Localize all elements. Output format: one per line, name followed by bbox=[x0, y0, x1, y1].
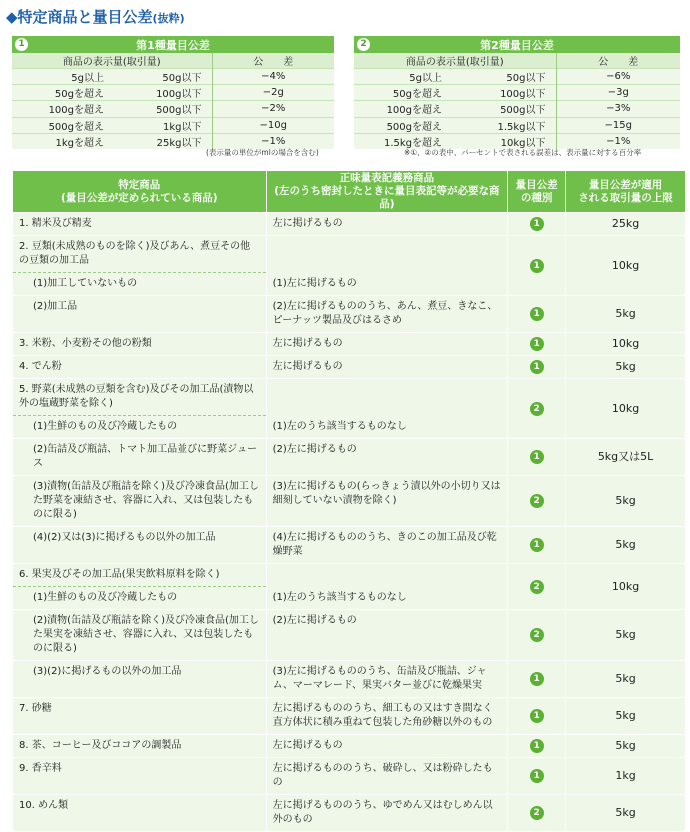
table-row bbox=[13, 610, 686, 661]
product-text: (2)漬物(缶詰及び瓶詰を除く)及び冷凍食品(加工した果実を凍結させ、容器に入れ、又は包装したものに限る) bbox=[33, 615, 259, 654]
tolerance-kind-badge: 1 bbox=[530, 337, 544, 351]
header-limit-sub: される取引量の上限 bbox=[578, 191, 673, 204]
kind-cell bbox=[508, 236, 566, 296]
product-cell bbox=[13, 587, 267, 610]
col-tolerance-header: 公 差 bbox=[212, 53, 334, 69]
table-row bbox=[13, 758, 686, 795]
net-cell: 左に掲げるもの bbox=[266, 735, 508, 758]
limit-cell: 5kg bbox=[566, 476, 686, 527]
net-cell: (3)左に掲げるもののうち、缶詰及び瓶詰、ジャム、マーマレード、果実バター並びに乾燥果実 bbox=[266, 661, 508, 698]
product-cell bbox=[13, 273, 267, 296]
table-header-row bbox=[13, 171, 686, 213]
kind-cell bbox=[508, 735, 566, 758]
net-cell: (3)左に掲げるもの(らっきょう漬以外の小切り又は細刻していない漬物を除く) bbox=[266, 476, 508, 527]
product-text: (1)生鮮のもの及び冷蔵したもの bbox=[33, 421, 178, 432]
table-row bbox=[13, 795, 686, 832]
net-cell bbox=[266, 236, 508, 296]
tolerance-value: −3g bbox=[556, 85, 680, 101]
kind-cell bbox=[508, 333, 566, 356]
tolerance-table-1 bbox=[12, 36, 334, 149]
product-text: (1)加工していないもの bbox=[33, 278, 138, 289]
limit-cell: 25kg bbox=[566, 213, 686, 236]
amount-from: 5g以上 bbox=[354, 69, 446, 85]
net-cell: (2)左に掲げるもの bbox=[266, 610, 508, 661]
tolerance-1-heading-text: 第1種量目公差 bbox=[136, 38, 210, 52]
table-row bbox=[13, 661, 686, 698]
product-text: (2)加工品 bbox=[33, 301, 78, 312]
amount-from: 50gを超え bbox=[12, 85, 108, 101]
table-row bbox=[13, 296, 686, 333]
header-limit-text: 量目公差が適用 bbox=[588, 178, 663, 191]
net-cell: 左に掲げるもの bbox=[266, 213, 508, 236]
product-cell: 6. 果実及びその加工品(果実飲料原料を除く) bbox=[13, 564, 267, 587]
product-cell: 9. 香辛料 bbox=[13, 758, 267, 795]
tolerance-kind-badge: 1 bbox=[530, 709, 544, 723]
tolerance-2-heading-text: 第2種量目公差 bbox=[480, 38, 554, 52]
limit-cell: 5kg bbox=[566, 795, 686, 832]
product-cell: 3. 米粉、小麦粉その他の粉類 bbox=[13, 333, 267, 356]
table-row bbox=[13, 735, 686, 758]
net-cell bbox=[266, 564, 508, 610]
product-cell bbox=[13, 296, 267, 333]
product-cell: 8. 茶、コーヒー及びココアの調製品 bbox=[13, 735, 267, 758]
kind-cell bbox=[508, 527, 566, 564]
product-cell bbox=[13, 661, 267, 698]
table-row bbox=[13, 476, 686, 527]
product-text: (1)生鮮のもの及び冷蔵したもの bbox=[33, 592, 178, 603]
kind-cell bbox=[508, 439, 566, 476]
amount-to: 50g以下 bbox=[108, 69, 212, 85]
header-kind bbox=[508, 171, 566, 213]
amount-from: 100gを超え bbox=[354, 101, 446, 117]
kind-cell bbox=[508, 698, 566, 735]
title-text: ◆特定商品と量目公差 bbox=[6, 8, 153, 26]
limit-cell: 10kg bbox=[566, 236, 686, 296]
tolerance-value: −10g bbox=[212, 117, 334, 133]
tolerance-value: −2% bbox=[212, 101, 334, 117]
net-cell: (2)左に掲げるもの bbox=[266, 439, 508, 476]
tolerance-kind-badge: 1 bbox=[530, 769, 544, 783]
product-text: (3)漬物(缶詰及び瓶詰を除く)及び冷凍食品(加工した野菜を凍結させ、容器に入れ、又は包装したものに限る) bbox=[33, 481, 259, 520]
title-sub: (抜粋) bbox=[152, 12, 185, 25]
tolerance-2-note: ※①、②の表中、パーセントで表される誤差は、表示量に対する百分率 bbox=[404, 148, 642, 157]
amount-from: 1.5kgを超え bbox=[354, 133, 446, 149]
col-amount-header: 商品の表示量(取引量) bbox=[354, 53, 556, 69]
tolerance-kind-badge: 1 bbox=[530, 538, 544, 552]
limit-cell: 10kg bbox=[566, 379, 686, 439]
product-cell bbox=[13, 439, 267, 476]
product-cell bbox=[13, 476, 267, 527]
table-row bbox=[13, 333, 686, 356]
tolerance-kind-badge: 2 bbox=[530, 628, 544, 642]
product-cell: 1. 精米及び精麦 bbox=[13, 213, 267, 236]
table-row bbox=[13, 379, 686, 416]
limit-cell: 5kg bbox=[566, 356, 686, 379]
tolerance-value: −1% bbox=[556, 133, 680, 149]
product-cell bbox=[13, 610, 267, 661]
limit-cell: 5kg bbox=[566, 661, 686, 698]
header-kind-sub: の種別 bbox=[520, 191, 553, 204]
net-text: (1)左のうち該当するものなし bbox=[272, 421, 407, 432]
tolerance-2-heading bbox=[354, 36, 680, 53]
kind-cell bbox=[508, 564, 566, 610]
limit-cell: 10kg bbox=[566, 333, 686, 356]
table-row bbox=[13, 236, 686, 273]
product-cell: 10. めん類 bbox=[13, 795, 267, 832]
products-table bbox=[12, 170, 686, 832]
table-row bbox=[13, 527, 686, 564]
kind-cell bbox=[508, 379, 566, 439]
tolerance-value: −2g bbox=[212, 85, 334, 101]
header-net-text: 正味量表記義務商品 bbox=[339, 172, 435, 184]
tolerance-value: −4% bbox=[212, 69, 334, 85]
tolerance-1-note: (表示量の単位がmlの場合を含む) bbox=[206, 148, 319, 157]
net-cell: 左に掲げるもののうち、ゆでめん又はむしめん以外のもの bbox=[266, 795, 508, 832]
product-text: (4)(2)又は(3)に掲げるもの以外の加工品 bbox=[33, 532, 216, 543]
product-cell bbox=[13, 527, 267, 564]
header-limit bbox=[566, 171, 686, 213]
tolerance-kind-badge: 2 bbox=[530, 806, 544, 820]
net-text: (1)左のうち該当するものなし bbox=[272, 592, 407, 603]
net-cell: 左に掲げるもののうち、破砕し、又は粉砕したもの bbox=[266, 758, 508, 795]
amount-to: 10kg以下 bbox=[446, 133, 556, 149]
amount-to: 25kg以下 bbox=[108, 133, 212, 149]
product-cell bbox=[13, 416, 267, 439]
product-cell: 2. 豆類(未成熟のものを除く)及びあん、煮豆その他の豆類の加工品 bbox=[13, 236, 267, 273]
product-text: (3)(2)に掲げるもの以外の加工品 bbox=[33, 666, 182, 677]
kind-cell bbox=[508, 661, 566, 698]
tolerance-kind-badge: 2 bbox=[530, 402, 544, 416]
net-cell: (2)左に掲げるもののうち、あん、煮豆、きなこ、ピーナッツ製品及びはるさめ bbox=[266, 296, 508, 333]
product-cell: 5. 野菜(未成熟の豆類を含む)及びその加工品(漬物以外の塩蔵野菜を除く) bbox=[13, 379, 267, 416]
net-text: (1)左に掲げるもの bbox=[272, 278, 357, 289]
tolerance-kind-badge: 2 bbox=[530, 580, 544, 594]
limit-cell: 5kg bbox=[566, 735, 686, 758]
table-row bbox=[13, 356, 686, 379]
net-cell: 左に掲げるもの bbox=[266, 356, 508, 379]
limit-cell: 5kg又は5L bbox=[566, 439, 686, 476]
tolerance-kind-badge: 1 bbox=[530, 259, 544, 273]
tolerance-table-2 bbox=[354, 36, 680, 149]
amount-to: 50g以下 bbox=[446, 69, 556, 85]
table-row bbox=[13, 439, 686, 476]
tolerance-1-heading bbox=[12, 36, 334, 53]
number-1-icon: 1 bbox=[15, 38, 28, 51]
amount-from: 50gを超え bbox=[354, 85, 446, 101]
kind-cell bbox=[508, 795, 566, 832]
tolerance-value: −6% bbox=[556, 69, 680, 85]
limit-cell: 5kg bbox=[566, 296, 686, 333]
header-product-text: 特定商品 bbox=[118, 178, 161, 191]
tolerance-value: −1% bbox=[212, 133, 334, 149]
limit-cell: 5kg bbox=[566, 698, 686, 735]
tolerance-kind-badge: 1 bbox=[530, 307, 544, 321]
table-row bbox=[13, 213, 686, 236]
kind-cell bbox=[508, 213, 566, 236]
net-cell: 左に掲げるもののうち、細工もの又はすき間なく直方体状に積み重ねて包装した角砂糖以外のもの bbox=[266, 698, 508, 735]
limit-cell: 5kg bbox=[566, 527, 686, 564]
header-product-sub: (量目公差が定められている商品) bbox=[61, 191, 218, 204]
amount-to: 1kg以下 bbox=[108, 117, 212, 133]
tolerance-kind-badge: 1 bbox=[530, 739, 544, 753]
limit-cell: 5kg bbox=[566, 610, 686, 661]
tolerance-kind-badge: 1 bbox=[530, 450, 544, 464]
header-kind-text: 量目公差 bbox=[515, 178, 558, 191]
tolerance-kind-badge: 2 bbox=[530, 494, 544, 508]
table-row bbox=[13, 564, 686, 587]
kind-cell bbox=[508, 758, 566, 795]
net-cell: (4)左に掲げるもののうち、きのこの加工品及び乾燥野菜 bbox=[266, 527, 508, 564]
col-tolerance-header: 公 差 bbox=[556, 53, 680, 69]
header-net bbox=[266, 171, 508, 213]
tolerance-kind-badge: 1 bbox=[530, 217, 544, 231]
limit-cell: 1kg bbox=[566, 758, 686, 795]
amount-to: 100g以下 bbox=[446, 85, 556, 101]
kind-cell bbox=[508, 296, 566, 333]
kind-cell bbox=[508, 610, 566, 661]
tolerance-value: −3% bbox=[556, 101, 680, 117]
header-product bbox=[13, 171, 267, 213]
amount-to: 1.5kg以下 bbox=[446, 117, 556, 133]
amount-from: 100gを超え bbox=[12, 101, 108, 117]
kind-cell bbox=[508, 476, 566, 527]
amount-from: 5g以上 bbox=[12, 69, 108, 85]
product-cell: 4. でん粉 bbox=[13, 356, 267, 379]
amount-to: 500g以下 bbox=[446, 101, 556, 117]
tolerance-value: −15g bbox=[556, 117, 680, 133]
page-title bbox=[6, 6, 185, 28]
amount-from: 500gを超え bbox=[354, 117, 446, 133]
table-row bbox=[13, 698, 686, 735]
col-amount-header: 商品の表示量(取引量) bbox=[12, 53, 212, 69]
number-2-icon: 2 bbox=[357, 38, 370, 51]
product-cell: 7. 砂糖 bbox=[13, 698, 267, 735]
amount-from: 500gを超え bbox=[12, 117, 108, 133]
net-cell: 左に掲げるもの bbox=[266, 333, 508, 356]
net-cell bbox=[266, 379, 508, 439]
amount-from: 1kgを超え bbox=[12, 133, 108, 149]
product-text: (2)缶詰及び瓶詰、トマト加工品並びに野菜ジュース bbox=[33, 444, 257, 469]
amount-to: 100g以下 bbox=[108, 85, 212, 101]
header-net-sub: (左のうち密封したときに量目表記等が必要な商品) bbox=[274, 185, 500, 210]
kind-cell bbox=[508, 356, 566, 379]
amount-to: 500g以下 bbox=[108, 101, 212, 117]
tolerance-kind-badge: 1 bbox=[530, 672, 544, 686]
tolerance-kind-badge: 1 bbox=[530, 360, 544, 374]
limit-cell: 10kg bbox=[566, 564, 686, 610]
